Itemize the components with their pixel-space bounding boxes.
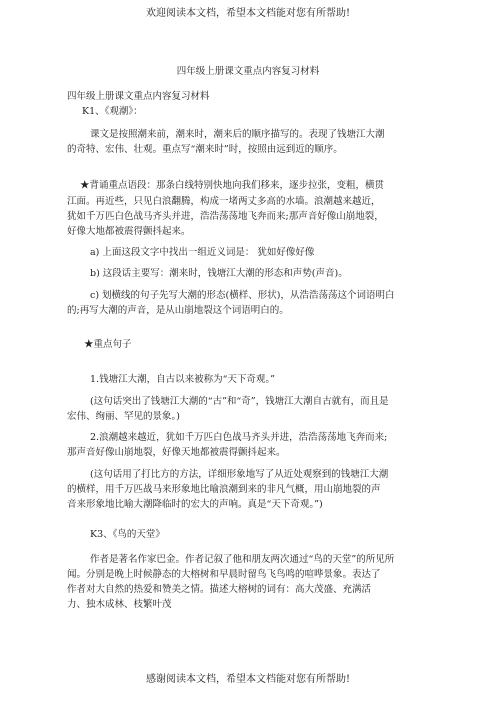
lesson-heading-k1: K1、《观潮》： xyxy=(82,106,143,117)
paragraph-line: 课文是按照潮来前，潮来时，潮来后的顺序描写的。表现了钱塘江大潮 xyxy=(90,129,385,140)
paragraph-line: 力、独木成林、枝繁叶茂 xyxy=(67,599,172,610)
paragraph-line: 作者是著名作家巴金。作者记叙了他和朋友两次通过“鸟的天堂”的所见所 xyxy=(90,554,395,565)
explanation-line: 音来形象地比喻大潮降临时的宏大的声响。真是“天下奇观。”) xyxy=(67,499,323,510)
key-sentence-1: 1.钱塘江大潮，自古以来被称为“天下奇观。” xyxy=(90,374,276,385)
paragraph-line: 犹如千万匹白色战马齐头并进，浩浩荡荡地飞奔而来;那声音好像山崩地裂， xyxy=(67,211,384,222)
page-header: 欢迎阅读本文档，希望本文档能对您有所帮助! xyxy=(145,8,351,19)
paragraph-line: 闻。分别是晚上时候静态的大榕树和早晨时留鸟飞鸟鸣的喧哗景象。表达了 xyxy=(67,569,381,580)
question-b: b) 这段话主要写：潮来时，钱塘江大潮的形态和声势(声音)。 xyxy=(90,268,348,279)
key-sentences-heading: ★重点句子 xyxy=(84,339,132,350)
paragraph-line: 的奇特、宏伟、壮观。重点写“潮来时”时，按照由远到近的顺序。 xyxy=(67,144,343,155)
section-title: 四年级上册课文重点内容复习材料 xyxy=(67,91,210,102)
explanation-line: (这句话用了打比方的方法，详细形象地写了从近处观察到的钱塘江大潮 xyxy=(90,469,389,480)
question-c: c) 划横线的句子先写大潮的形态(横样、形状)，从浩浩荡荡这个词语明白 xyxy=(90,290,395,301)
paragraph-line: 的;再写大潮的声音，是从山崩地裂这个词语明白的。 xyxy=(67,305,289,316)
explanation-line: (这句话突出了钱塘江大潮的“古”和“奇”，钱塘江大潮自古就有，而且是 xyxy=(90,396,389,407)
key-sentence-2: 2.浪潮越来越近，犹如千万匹白色战马齐头并进，浩浩荡荡地飞奔而来; xyxy=(90,432,388,443)
lesson-heading-k3: K3、《鸟的天堂》 xyxy=(90,529,165,540)
paragraph-line: 那声音好像山崩地裂，好像天地都被震得颤抖起来。 xyxy=(67,447,286,458)
paragraph-line: 江面。再近些，只见白浪翻腾，构成一堵两丈多高的水墙。浪潮越来越近， xyxy=(67,196,381,207)
paragraph-line: 好像大地都被震得颤抖起来。 xyxy=(67,226,191,237)
document-title: 四年级上册课文重点内容复习材料 xyxy=(176,66,320,77)
question-a: a) 上面这段文字中找出一组近义词是： 犹如好像好像 xyxy=(90,247,315,258)
page-footer: 感谢阅读本文档，希望本文档能对您有所帮助! xyxy=(145,674,351,685)
explanation-line: 的横样，用千万匹战马来形象地比喻浪潮到来的非凡气概，用山崩地裂的声 xyxy=(67,484,381,495)
recitation-heading: ★背诵重点语段：那条白线特别快地向我们移来，逐步拉张，变粗，横贯 xyxy=(80,180,385,191)
paragraph-line: 作者对大自然的热爱和赞美之情。描述大榕树的词有：高大茂盛、充满活 xyxy=(67,584,372,595)
explanation-line: 宏伟、绚丽、罕见的景象。) xyxy=(67,411,180,422)
